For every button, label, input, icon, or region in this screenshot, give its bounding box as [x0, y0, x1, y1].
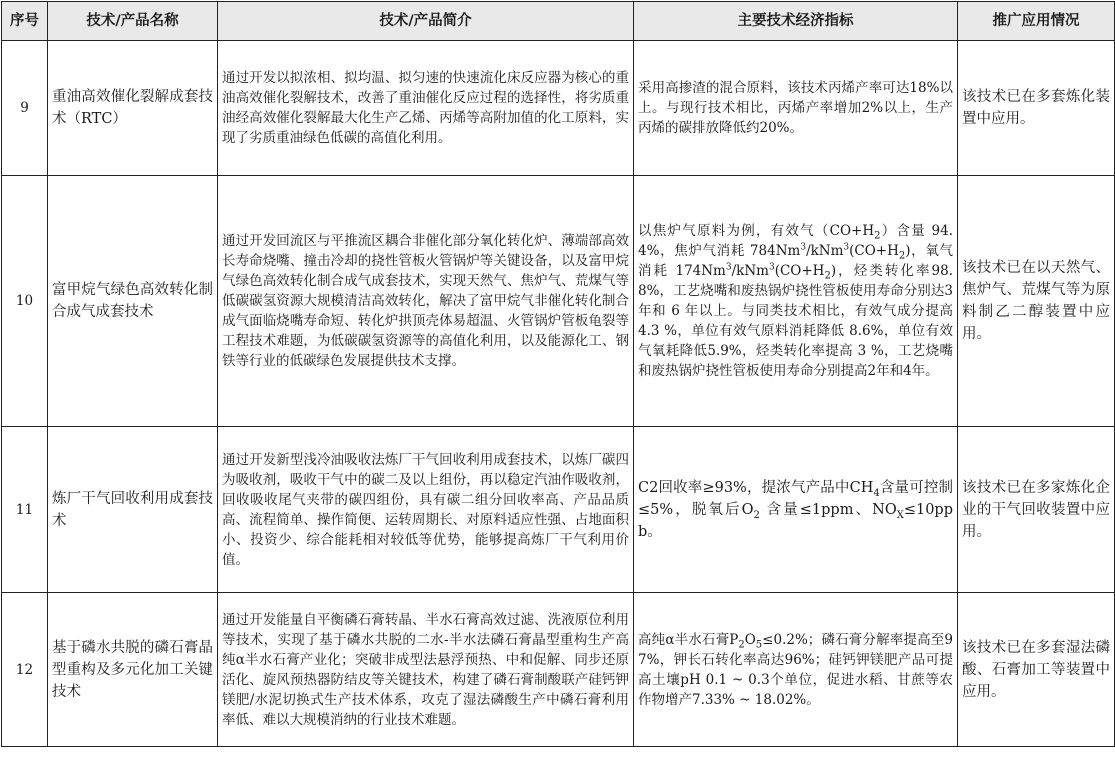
row-name: 基于磷水共脱的磷石膏晶型重构及多元化加工关键技术	[48, 593, 218, 747]
row-promotion: 该技术已在多套湿法磷酸、石膏加工等装置中应用。	[958, 593, 1115, 747]
row-name: 炼厂干气回收利用成套技术	[48, 427, 218, 593]
header-no: 序号	[2, 2, 48, 41]
row-intro: 通过开发回流区与平推流区耦合非催化部分氧化转化炉、薄端部高效长寿命烧嘴、撞击冷却的挠性管板火管锅炉等关键设备，以及富甲烷气绿色高效转化制合成气成套技术，实现天然气、焦炉气、荒煤气等低碳碳氢资源大规模清洁高效转化，解决了富甲烷气非催化转化制合成气面临烧嘴寿命短、转化炉拱顶壳体易超温、火管锅炉管板龟裂等工程技术难题，为低碳碳氢资源等的高值化利用，以及能源化工、钢铁等行业的低碳绿色发展提供技术支撑。	[218, 176, 634, 427]
technology-table	[1, 1, 1115, 747]
row-no: 12	[2, 593, 48, 747]
table-row	[2, 427, 1115, 593]
header-indicators: 主要技术经济指标	[634, 2, 958, 41]
row-indicators: 高纯α半水石膏$P_2O_5\le 0.2\%$；磷石膏分解率提高至97%，钾长石转化率高达96%；硅钙钾镁肥产品可提高土壤pH 0.1 ~ 0.3个单位，促进水稻、甘蔗等农作物增产7.33% ~ 18.02%。	[634, 593, 958, 747]
row-promotion: 该技术已在以天然气、焦炉气、荒煤气等为原料制乙二醇装置中应用。	[958, 176, 1115, 427]
header-promotion: 推广应用情况	[958, 2, 1115, 41]
row-indicators: 以焦炉气原料为例，有效气$(CO+H_2)$含量 94.4%，焦炉气消耗 $784Nm^3/kNm^3(CO+H_2)$，氧气消耗 $174Nm^3/kNm^3(CO+H_2)$，烃类转化率98.8%，工艺烧嘴和废热锅炉挠性管板使用寿命分别达3年和 6 年以上。与同类技术相比，有效气成分提高 4.3 %，单位有效气原料消耗降低 8.6%，单位有效气氧耗降低5.9%，烃类转化率提高 3 %，工艺烧嘴和废热锅炉挠性管板使用寿命分别提高2年和4年。	[634, 176, 958, 427]
row-no: 11	[2, 427, 48, 593]
table-row	[2, 593, 1115, 747]
header-intro: 技术/产品简介	[218, 2, 634, 41]
row-no: 9	[2, 41, 48, 176]
header-name: 技术/产品名称	[48, 2, 218, 41]
row-intro: 通过开发新型浅冷油吸收法炼厂干气回收利用成套技术，以炼厂碳四为吸收剂，吸收干气中的碳二及以上组份，再以稳定汽油作吸收剂，回收吸收尾气夹带的碳四组份，具有碳二组分回收率高、产品品质高、流程简单、操作简便、运转周期长、对原料适应性强、占地面积小、投资少、综合能耗相对较低等优势，能够提高炼厂干气利用价值。	[218, 427, 634, 593]
row-promotion: 该技术已在多套炼化装置中应用。	[958, 41, 1115, 176]
row-no: 10	[2, 176, 48, 427]
row-name: 重油高效催化裂解成套技术（RTC）	[48, 41, 218, 176]
table-header-row	[2, 2, 1115, 41]
row-intro: 通过开发以拟浓相、拟均温、拟匀速的快速流化床反应器为核心的重油高效催化裂解技术，改善了重油催化反应过程的选择性，将劣质重油经高效催化裂解最大化生产乙烯、丙烯等高附加值的化工原料，实现了劣质重油绿色低碳的高值化利用。	[218, 41, 634, 176]
row-promotion: 该技术已在多家炼化企业的干气回收装置中应用。	[958, 427, 1115, 593]
row-indicators: C2回收率≥93%，提浓气产品中$CH_4$含量可控制≤5%，脱氧后$O_2$ 含量≤1ppm、$NO_X\le 10ppb$。	[634, 427, 958, 593]
table-row	[2, 41, 1115, 176]
row-name: 富甲烷气绿色高效转化制合成气成套技术	[48, 176, 218, 427]
row-intro: 通过开发能量自平衡磷石膏转晶、半水石膏高效过滤、洗液原位利用等技术，实现了基于磷水共脱的二水-半水法磷石膏晶型重构生产高纯α半水石膏产业化；突破非成型法悬浮预热、中和促解、同步还原活化、旋风预热器防结皮等关键技术，构建了磷石膏制酸联产硅钙钾镁肥/水泥切换式生产技术体系，攻克了湿法磷酸生产中磷石膏利用率低、难以大规模消纳的行业技术难题。	[218, 593, 634, 747]
table-row	[2, 176, 1115, 427]
row-indicators: 采用高掺渣的混合原料，该技术丙烯产率可达18%以上。与现行技术相比，丙烯产率增加2%以上，生产丙烯的碳排放降低约20%。	[634, 41, 958, 176]
